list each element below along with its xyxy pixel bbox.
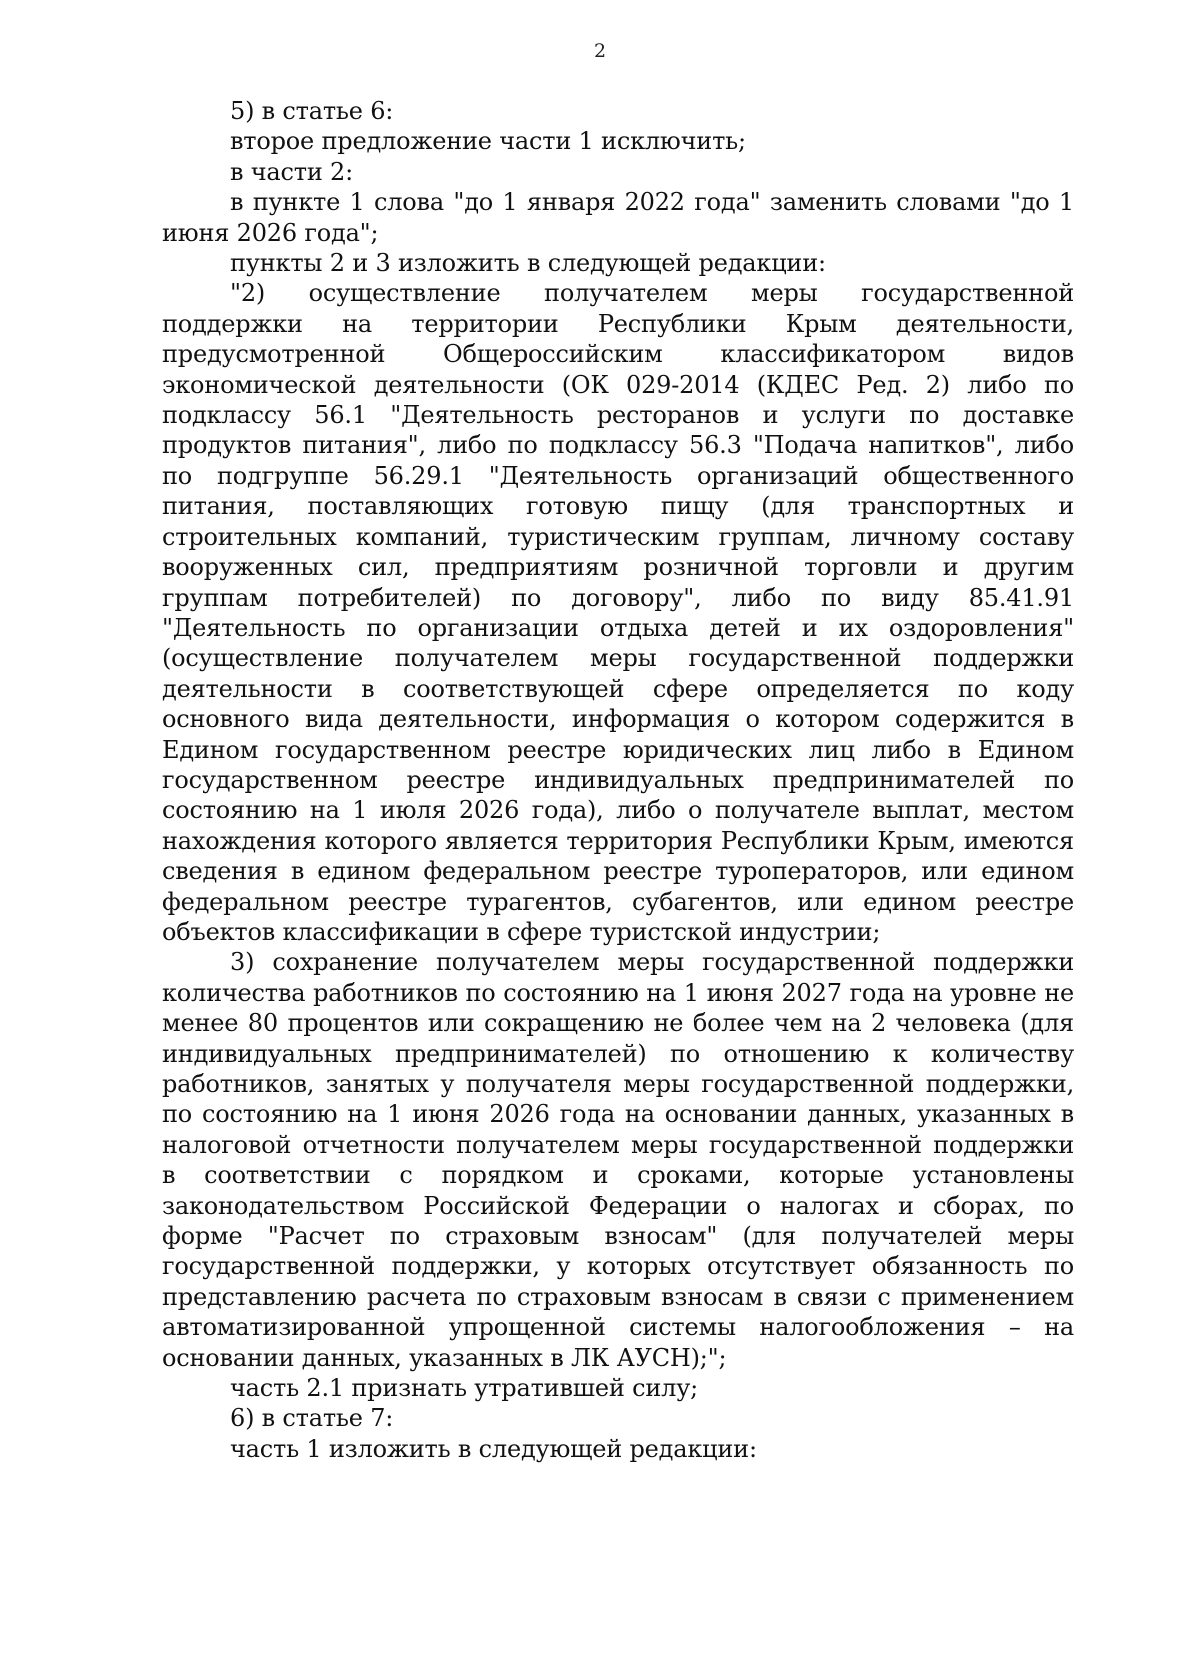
paragraph: 6) в статье 7: bbox=[230, 1404, 394, 1433]
document-body bbox=[162, 96, 1074, 1464]
paragraph: пункты 2 и 3 изложить в следующей редакции: bbox=[230, 249, 826, 278]
paragraph: в части 2: bbox=[230, 157, 354, 186]
paragraph: 3) сохранение получателем меры государственной поддержки количества работников по состоянию на 1 июня 2027 года на уровне не менее 80 процентов или сокращению не более чем на 2 человека (для индивидуальных предпринимателей) по отношению к количеству работников, занятых у получателя меры государственной поддержки, по состоянию на 1 июня 2026 года на основании данных, указанных в налоговой отчетности получателем меры государственной поддержки в соответствии с порядком и сроками, которые установлены законодательством Российской Федерации о налогах и сборах, по форме "Расчет по страховым взносам" (для получателей меры государственной поддержки, у которых отсутствует обязанность по представлению расчета по страховым взносам в связи с применением автоматизированной упрощенной системы налогообложения – на основании данных, указанных в ЛК АУСН);"; bbox=[162, 948, 1074, 1372]
paragraph: "2) осуществление получателем меры государственной поддержки на территории Республики Крым деятельности, предусмотренной Общероссийским классификатором видов экономической деятельности (ОК 029-2014 (КДЕС Ред. 2) либо по подклассу 56.1 "Деятельность ресторанов и услуги по доставке продуктов питания", либо по подклассу 56.3 "Подача напитков", либо по подгруппе 56.29.1 "Деятельность организаций общественного питания, поставляющих готовую пищу (для транспортных и строительных компаний, туристическим группам, личному составу вооруженных сил, предприятиям розничной торговли и другим группам потребителей) по договору", либо по виду 85.41.91 "Деятельность по организации отдыха детей и их оздоровления" (осуществление получателем меры государственной поддержки деятельности в соответствующей сфере определяется по коду основного вида деятельности, информация о котором содержится в Едином государственном реестре юридических лиц либо в Едином государственном реестре индивидуальных предпринимателей по состоянию на 1 июля 2026 года), либо о получателе выплат, местом нахождения которого является территория Республики Крым, имеются сведения в едином федеральном реестре туроператоров, или едином федеральном реестре турагентов, субагентов, или едином реестре объектов классификации в сфере туристской индустрии; bbox=[162, 279, 1074, 946]
paragraph: 5) в статье 6: bbox=[230, 97, 394, 125]
paragraph: в пункте 1 слова "до 1 января 2022 года" заменить словами "до 1 июня 2026 года"; bbox=[162, 188, 1074, 247]
paragraph: второе предложение части 1 исключить; bbox=[230, 127, 746, 156]
paragraph: часть 1 изложить в следующей редакции: bbox=[230, 1434, 757, 1463]
page-number: 2 bbox=[593, 40, 607, 62]
paragraph: часть 2.1 признать утратившей силу; bbox=[230, 1374, 698, 1403]
